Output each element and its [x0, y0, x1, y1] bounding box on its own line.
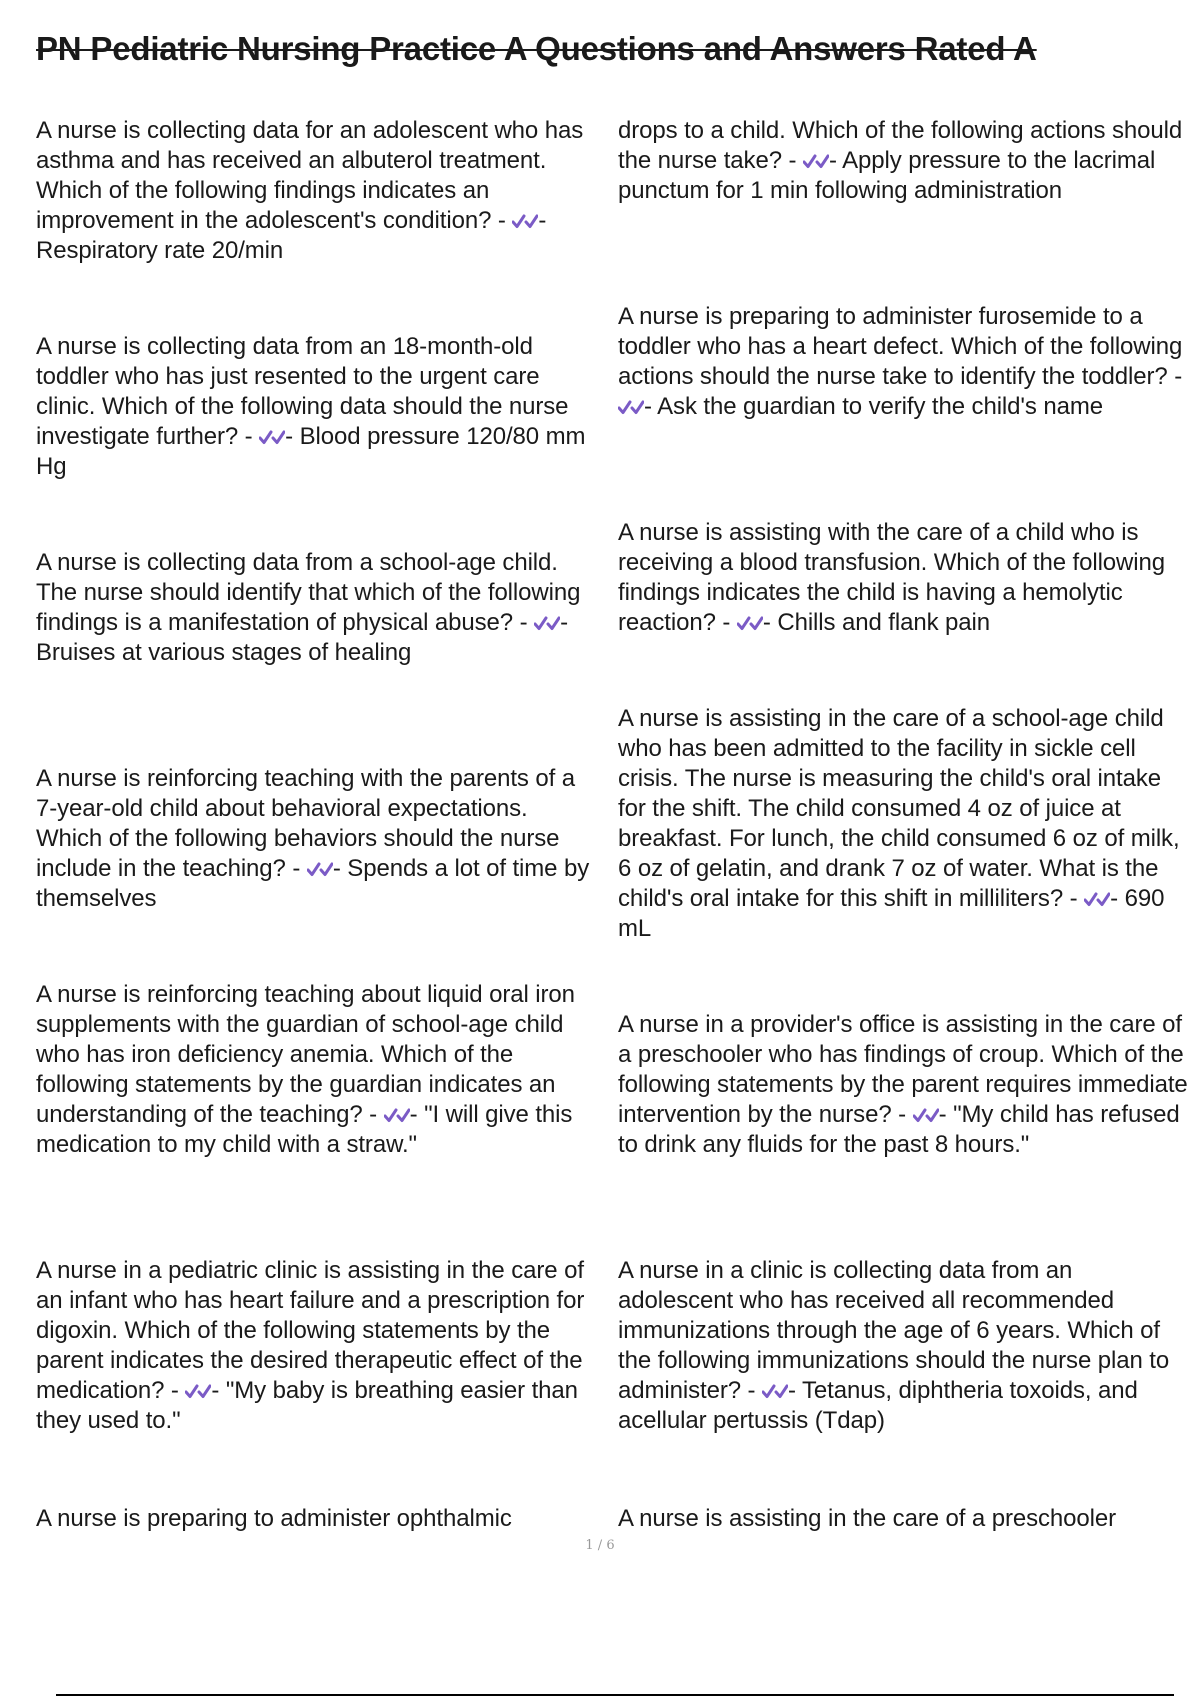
answer-text: - Spends a lot of time by themselves [36, 855, 590, 912]
qa-item-3 [36, 548, 596, 668]
question-text: A nurse is reinforcing teaching about liquid oral iron supplements with the guardian of school-age child who has iron deficiency anemia. Which of the following statements by the guardian indicates an understanding of the teaching? - [36, 981, 575, 1128]
double-check-icon [618, 397, 644, 417]
question-text: A nurse is preparing to administer furosemide to a toddler who has a heart defect. Which of the following actions should the nurse take to identify the toddler? - [618, 303, 1183, 390]
double-check-icon [737, 613, 763, 633]
question-text: A nurse in a clinic is collecting data from an adolescent who has received all recommended immunizations through the age of 6 years. Which of the following immunizations should the nurse plan to administer? - [618, 1257, 1170, 1404]
double-check-icon [762, 1381, 788, 1401]
answer-text: - "I will give this medication to my child with a straw." [36, 1101, 573, 1158]
double-check-icon [1084, 889, 1110, 909]
question-text: A nurse in a pediatric clinic is assisting in the care of an infant who has heart failure and a prescription for digoxin. Which of the following statements by the parent indicates the desired therapeutic effect of the medication? - [36, 1257, 585, 1404]
answer-text: - Blood pressure 120/80 mm Hg [36, 423, 586, 480]
qa-item-4 [36, 764, 596, 914]
double-check-icon [803, 151, 829, 171]
qa-item-5 [36, 980, 596, 1160]
question-text: A nurse is collecting data from an 18-month-old toddler who has just resented to the urgent care clinic. Which of the following data should the nurse investigate further? - [36, 333, 569, 450]
question-text: A nurse is assisting in the care of a school-age child who has been admitted to the facility in sickle cell crisis. The nurse is measuring the child's oral intake for the shift. The child consumed 4 oz of juice at breakfast. For lunch, the child consumed 6 oz of milk, 6 oz of gelatin, and drank 7 oz of water. What is the child's oral intake for this shift in milliliters? - [618, 705, 1180, 912]
answer-text: - Bruises at various stages of healing [36, 609, 568, 666]
double-check-icon [259, 427, 285, 447]
double-check-icon [512, 211, 538, 231]
answer-text: - "My baby is breathing easier than they used to." [36, 1377, 578, 1434]
answer-text: - 690 mL [618, 885, 1165, 942]
answer-text: - "My child has refused to drink any fluids for the past 8 hours." [618, 1101, 1180, 1158]
qa-item-7 [36, 1504, 596, 1534]
question-text: A nurse is reinforcing teaching with the parents of a 7-year-old child about behavioral expectations. Which of the following behaviors should the nurse include in the teaching? - [36, 765, 576, 882]
qa-item-6 [36, 1256, 596, 1436]
question-text: A nurse is assisting with the care of a child who is receiving a blood transfusion. Which of the following findings indicates the child is having a hemolytic reaction? - [618, 519, 1166, 636]
question-text: A nurse is collecting data for an adolescent who has asthma and has received an albuterol treatment. Which of the following findings indicates an improvement in the adolescent's condition? - [36, 117, 584, 234]
qa-item-10 [618, 518, 1190, 638]
double-check-icon [534, 613, 560, 633]
page-number: 1 / 6 [585, 1538, 615, 1553]
qa-item-2 [36, 332, 596, 482]
answer-text: - Chills and flank pain [762, 609, 991, 636]
question-text: A nurse is assisting in the care of a preschooler [618, 1505, 1117, 1532]
qa-item-13 [618, 1256, 1190, 1436]
double-check-icon [307, 859, 333, 879]
question-text: A nurse is collecting data from a school-age child. The nurse should identify that which of the following findings is a manifestation of physical abuse? - [36, 549, 581, 636]
question-text: A nurse is preparing to administer ophthalmic [36, 1505, 512, 1532]
qa-item-11 [618, 704, 1190, 944]
qa-item-1 [36, 116, 596, 266]
double-check-icon [913, 1105, 939, 1125]
double-check-icon [384, 1105, 410, 1125]
qa-item-8 [618, 116, 1190, 206]
answer-text: - Respiratory rate 20/min [36, 207, 547, 264]
question-text: A nurse in a provider's office is assisting in the care of a preschooler who has findings of croup. Which of the following statements by the parent requires immediate intervention by the nurse? - [618, 1011, 1188, 1128]
double-check-icon [185, 1381, 211, 1401]
page-title: PN Pediatric Nursing Practice A Questions and Answers Rated A [36, 30, 1037, 67]
question-text: drops to a child. Which of the following actions should the nurse take? - [618, 117, 1183, 174]
answer-text: - Tetanus, diphtheria toxoids, and acellular pertussis (Tdap) [618, 1377, 1138, 1434]
answer-text: - Ask the guardian to verify the child's name [644, 393, 1103, 420]
answer-text: - Apply pressure to the lacrimal punctum for 1 min following administration [618, 147, 1156, 204]
qa-item-12 [618, 1010, 1190, 1160]
qa-item-9 [618, 302, 1190, 422]
page-divider [56, 1694, 1174, 1696]
qa-item-14 [618, 1504, 1190, 1534]
